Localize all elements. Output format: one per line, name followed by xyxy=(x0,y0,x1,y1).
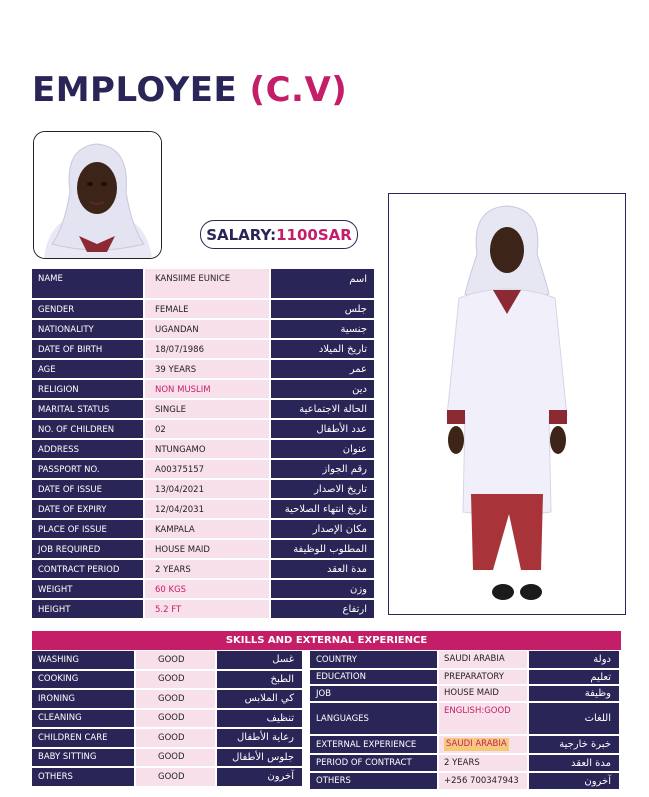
table-row xyxy=(310,651,621,670)
table-row xyxy=(32,520,376,540)
skill-label: CLEANING xyxy=(32,710,136,730)
salary-badge xyxy=(200,220,358,249)
field-label: PLACE OF ISSUE xyxy=(32,520,145,540)
field-label: CONTRACT PERIOD xyxy=(32,560,145,580)
skill-label: COOKING xyxy=(32,671,136,691)
table-row xyxy=(32,320,376,340)
experience-label: PERIOD OF CONTRACT xyxy=(310,755,439,773)
field-value: KANSIIME EUNICE xyxy=(145,269,271,300)
skill-value: GOOD xyxy=(136,671,217,691)
experience-value xyxy=(439,736,529,755)
field-value: KAMPALA xyxy=(145,520,271,540)
experience-label-arabic: تعليم xyxy=(529,670,621,686)
table-row xyxy=(32,460,376,480)
table-row xyxy=(32,690,304,710)
field-label-arabic: اسم xyxy=(271,269,376,300)
field-label: AGE xyxy=(32,360,145,380)
field-value: UGANDAN xyxy=(145,320,271,340)
table-row xyxy=(32,480,376,500)
skill-label: OTHERS xyxy=(32,768,136,788)
table-row xyxy=(32,749,304,769)
field-value: NTUNGAMO xyxy=(145,440,271,460)
experience-label-arabic: اللغات xyxy=(529,703,621,736)
skill-label-arabic: كي الملابس xyxy=(217,690,304,710)
skill-value: GOOD xyxy=(136,651,217,671)
field-label-arabic: وزن xyxy=(271,580,376,600)
field-value: A00375157 xyxy=(145,460,271,480)
skill-label: WASHING xyxy=(32,651,136,671)
field-label: NO. OF CHILDREN xyxy=(32,420,145,440)
experience-value: HOUSE MAID xyxy=(439,686,529,703)
skill-value: GOOD xyxy=(136,749,217,769)
field-value: 5.2 FT xyxy=(145,600,271,620)
page-title xyxy=(32,70,347,110)
field-value: 18/07/1986 xyxy=(145,340,271,360)
field-label-arabic: تاريخ انتهاء الصلاحية xyxy=(271,500,376,520)
skill-label-arabic: الطبخ xyxy=(217,671,304,691)
table-row xyxy=(32,440,376,460)
field-label-arabic: عنوان xyxy=(271,440,376,460)
table-row xyxy=(32,269,376,300)
skill-label: BABY SITTING xyxy=(32,749,136,769)
field-value: SINGLE xyxy=(145,400,271,420)
table-row xyxy=(310,755,621,773)
field-value: 39 YEARS xyxy=(145,360,271,380)
title-main: EMPLOYEE xyxy=(32,70,238,110)
experience-value: ENGLISH:GOOD xyxy=(439,703,529,736)
experience-value: SAUDI ARABIA xyxy=(439,651,529,670)
field-label-arabic: دين xyxy=(271,380,376,400)
table-row xyxy=(32,600,376,620)
field-label-arabic: الحالة الاجتماعية xyxy=(271,400,376,420)
salary-value: 1100SAR xyxy=(276,225,352,244)
table-row xyxy=(32,560,376,580)
experience-label: COUNTRY xyxy=(310,651,439,670)
experience-value: +256 700347943 xyxy=(439,773,529,791)
skill-value: GOOD xyxy=(136,710,217,730)
field-label: GENDER xyxy=(32,300,145,320)
field-label: RELIGION xyxy=(32,380,145,400)
experience-label-arabic: دولة xyxy=(529,651,621,670)
table-row xyxy=(32,710,304,730)
field-value: 2 YEARS xyxy=(145,560,271,580)
skill-value: GOOD xyxy=(136,690,217,710)
experience-label: EDUCATION xyxy=(310,670,439,686)
field-value: FEMALE xyxy=(145,300,271,320)
table-row xyxy=(32,768,304,788)
field-value: HOUSE MAID xyxy=(145,540,271,560)
field-value: 02 xyxy=(145,420,271,440)
table-row xyxy=(310,736,621,755)
skill-label: IRONING xyxy=(32,690,136,710)
experience-label: JOB xyxy=(310,686,439,703)
table-row xyxy=(32,729,304,749)
skill-label: CHILDREN CARE xyxy=(32,729,136,749)
field-value: 60 KGS xyxy=(145,580,271,600)
table-row xyxy=(32,360,376,380)
table-row xyxy=(310,686,621,703)
experience-label: LANGUAGES xyxy=(310,703,439,736)
field-label-arabic: تاريخ الميلاد xyxy=(271,340,376,360)
field-label-arabic: عدد الأطفال xyxy=(271,420,376,440)
field-value: NON MUSLIM xyxy=(145,380,271,400)
table-row xyxy=(310,773,621,791)
skills-section-header: SKILLS AND EXTERNAL EXPERIENCE xyxy=(32,631,621,650)
skill-label-arabic: آخرون xyxy=(217,768,304,788)
experience-label: EXTERNAL EXPERIENCE xyxy=(310,736,439,755)
title-accent: (C.V) xyxy=(249,70,348,110)
field-label: NAME xyxy=(32,269,145,300)
skill-value: GOOD xyxy=(136,729,217,749)
field-label-arabic: رقم الجواز xyxy=(271,460,376,480)
table-row xyxy=(310,703,621,736)
field-label: PASSPORT NO. xyxy=(32,460,145,480)
table-row xyxy=(32,400,376,420)
field-label: JOB REQUIRED xyxy=(32,540,145,560)
field-label: DATE OF BIRTH xyxy=(32,340,145,360)
salary-label: SALARY: xyxy=(206,225,277,244)
field-label: NATIONALITY xyxy=(32,320,145,340)
full-body-photo xyxy=(388,193,626,615)
table-row xyxy=(32,300,376,320)
field-label: WEIGHT xyxy=(32,580,145,600)
field-label-arabic: المطلوب للوظيفة xyxy=(271,540,376,560)
field-label: MARITAL STATUS xyxy=(32,400,145,420)
field-value: 12/04/2031 xyxy=(145,500,271,520)
table-row xyxy=(32,540,376,560)
field-label-arabic: عمر xyxy=(271,360,376,380)
field-label: DATE OF EXPIRY xyxy=(32,500,145,520)
field-label-arabic: مكان الإصدار xyxy=(271,520,376,540)
experience-value: 2 YEARS xyxy=(439,755,529,773)
field-label-arabic: ارتفاع xyxy=(271,600,376,620)
table-row xyxy=(32,380,376,400)
experience-label-arabic: آخرون xyxy=(529,773,621,791)
highlight-mark: SAUDI ARABIA xyxy=(446,739,507,749)
skill-value: GOOD xyxy=(136,768,217,788)
passport-photo xyxy=(33,131,162,259)
experience-label-arabic: خبرة خارجية xyxy=(529,736,621,755)
table-row xyxy=(32,671,304,691)
skill-label-arabic: جلوس الأطفال xyxy=(217,749,304,769)
table-row xyxy=(32,580,376,600)
table-row xyxy=(310,670,621,686)
personal-info-table xyxy=(32,269,376,620)
skill-label-arabic: غسل xyxy=(217,651,304,671)
experience-label: OTHERS xyxy=(310,773,439,791)
field-label-arabic: جلس xyxy=(271,300,376,320)
table-row xyxy=(32,340,376,360)
skill-label-arabic: تنظيف xyxy=(217,710,304,730)
field-label: DATE OF ISSUE xyxy=(32,480,145,500)
field-label-arabic: تاريخ الاصدار xyxy=(271,480,376,500)
field-value: 13/04/2021 xyxy=(145,480,271,500)
experience-value: PREPARATORY xyxy=(439,670,529,686)
experience-label-arabic: وظيفة xyxy=(529,686,621,703)
table-row xyxy=(32,651,304,671)
skills-table xyxy=(32,651,304,788)
field-label: HEIGHT xyxy=(32,600,145,620)
table-row xyxy=(32,500,376,520)
field-label-arabic: جنسية xyxy=(271,320,376,340)
experience-label-arabic: مدة العقد xyxy=(529,755,621,773)
skill-label-arabic: رعاية الأطفال xyxy=(217,729,304,749)
table-row xyxy=(32,420,376,440)
field-label: ADDRESS xyxy=(32,440,145,460)
experience-table xyxy=(310,651,621,791)
field-label-arabic: مدة العقد xyxy=(271,560,376,580)
